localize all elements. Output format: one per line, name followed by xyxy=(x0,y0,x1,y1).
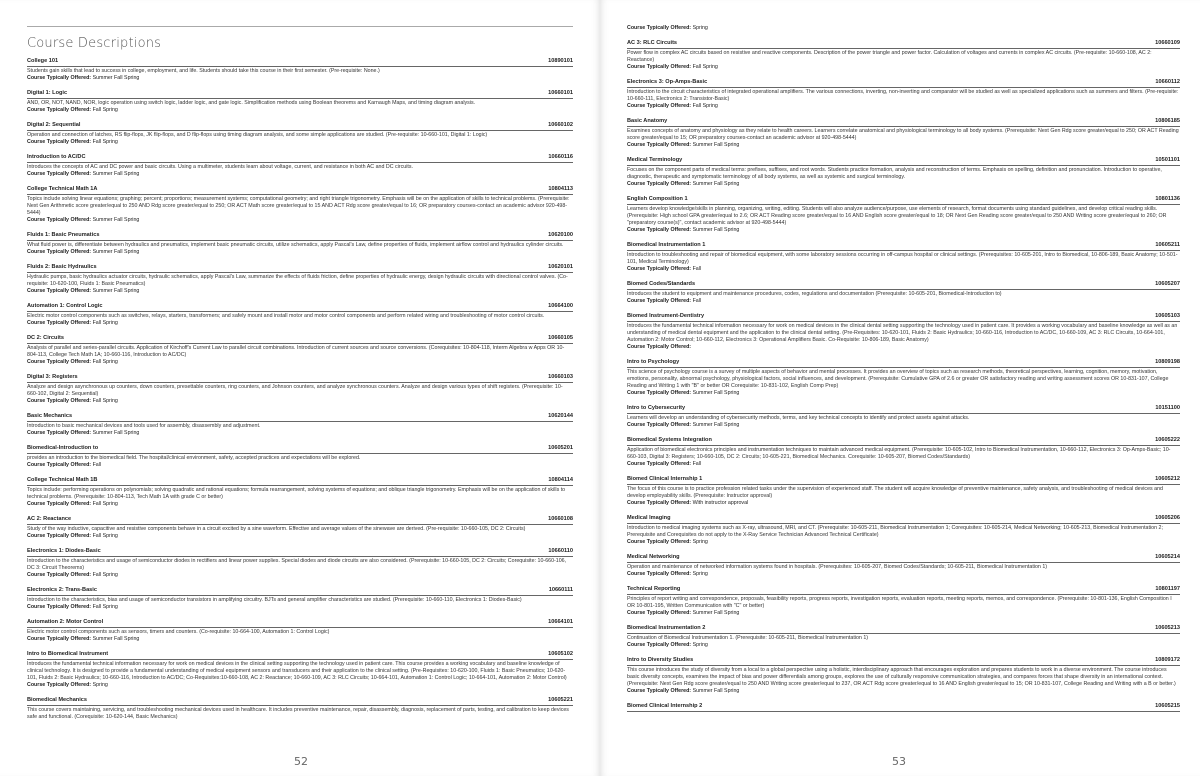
offered-value: Summer Fall Spring xyxy=(692,609,740,616)
offered-label: Course Typically Offered: xyxy=(627,538,692,545)
course-description: Power flow in complex AC circuits based on resistive and reactive components. Description of the power triangle and power factor. Calculation of voltages and currents in complex AC circuits. (Pre-requisite: 10-660-108, AC 2: Reactance) xyxy=(627,49,1152,63)
course-code: 10660112 xyxy=(1155,79,1180,85)
course-header xyxy=(27,651,573,660)
course-offered xyxy=(627,227,1180,234)
offered-value: Spring xyxy=(692,641,708,648)
course-entry xyxy=(627,40,1180,71)
course-offered xyxy=(27,359,573,366)
course-code: 10151100 xyxy=(1155,405,1180,411)
course-title: Basic Anatomy xyxy=(627,118,668,124)
course-code: 10660103 xyxy=(548,374,573,380)
course-header xyxy=(27,186,573,195)
course-description: Learners will develop an understanding of cybersecurity methods, terms, and key technical concepts to identify and protect assets against attacks. xyxy=(627,414,970,421)
course-entry xyxy=(27,186,573,224)
offered-value: Fall Spring xyxy=(92,138,118,145)
course-title: College Technical Math 1B xyxy=(27,477,98,483)
course-header xyxy=(27,154,573,163)
offered-label: Course Typically Offered: xyxy=(627,180,692,187)
offered-label: Course Typically Offered: xyxy=(27,397,92,404)
course-entry xyxy=(27,548,573,579)
offered-label: Course Typically Offered: xyxy=(627,63,692,70)
course-description: This course introduces the study of diversity from a local to a global perspective using a holistic, interdisciplinary approach that encourages exploration and prepares students to work in a diverse environment. The course introduces basic diversity concepts, examines the impact of bias and power differentials among groups, explores the use of culturally responsive communication strategies, and compares forces that shape diversity in an international context. (Prerequisite: Next Gen Rdg score greater/equal to 250 AND Writing score greater/equal to 237, OR ACT Rdg score greater/equal to 16 AND English greater/equal to 15; OR 10-831-107, College Reading and Writing with a B or better.) xyxy=(627,666,1176,687)
course-header xyxy=(27,548,573,557)
course-code: 10605215 xyxy=(1155,703,1180,709)
course-entry xyxy=(627,405,1180,429)
course-description: Introduction to the characteristics and usage of semiconductor diodes in rectifiers and linear power supplies. Special diodes and diode circuits are also considered. (Prerequisite: 10-660-105, DC 2: Circuits; Corequisite: 10-660-106, DC 3: Circuit Theorems) xyxy=(27,557,567,571)
course-description: AND, OR, NOT, NAND, NOR, logic operation using switch logic, ladder logic, and gate logic. Simplification methods using Boolean theorems and Karnaugh Maps, and timing diagram analysis. xyxy=(27,99,476,106)
offered-label: Course Typically Offered: xyxy=(627,343,692,350)
course-code: 10890101 xyxy=(548,58,573,64)
course-code: 10660110 xyxy=(548,548,573,554)
offered-label: Course Typically Offered: xyxy=(27,170,92,177)
course-title: Biomed Clinical Internship 2 xyxy=(627,703,703,709)
course-description: Introduces the student to equipment and maintenance procedures, codes, regulations and documentation (Prerequisite: 10-605-201, Biomedical-Introduction to) xyxy=(627,290,1002,297)
course-entry xyxy=(27,122,573,146)
course-code: 10664100 xyxy=(548,303,573,309)
course-offered xyxy=(627,539,1180,546)
offered-label: Course Typically Offered: xyxy=(27,106,92,113)
course-header xyxy=(27,619,573,628)
course-description: Electric motor control components such as switches, relays, starters, transformers; and safely mount and install motor and motor control components and perform related wiring and troubleshooting of motor control circuits. xyxy=(27,312,545,319)
course-offered xyxy=(627,344,1180,351)
course-offered xyxy=(627,64,1180,71)
course-description: Study of the way inductive, capacitive and resistive components behave in a circuit excited by a sine waveform. Effective and average values of the sinewave are derived. (Pre-requisite: 10-660-105, DC 2: Circuits) xyxy=(27,525,526,532)
offered-label: Course Typically Offered: xyxy=(27,138,92,145)
offered-label: Course Typically Offered: xyxy=(627,297,692,304)
course-title: Biomedical Instrumentation 2 xyxy=(627,625,706,631)
offered-value: Summer Fall Spring xyxy=(92,287,140,294)
course-code: 10660101 xyxy=(548,90,573,96)
course-description: Introduction to troubleshooting and repair of biomedical equipment, with some laboratory sessions occurring in off-campus hospital or clinical settings. (Prerequisites: 10-605-201, Intro to Biomedical, 10-806-189, Basic Anatomy; 10-501-101, Medical Terminology) xyxy=(627,251,1178,265)
course-entry xyxy=(27,651,573,689)
course-code: 10605214 xyxy=(1155,554,1180,560)
course-entry xyxy=(627,196,1180,234)
page-heading: Course Descriptions xyxy=(27,36,162,51)
right-page xyxy=(600,0,1200,776)
course-header xyxy=(27,413,573,422)
course-offered xyxy=(27,139,573,146)
offered-label: Course Typically Offered: xyxy=(627,141,692,148)
course-entry xyxy=(627,703,1180,712)
offered-label: Course Typically Offered: xyxy=(627,389,692,396)
course-entry xyxy=(627,625,1180,649)
course-header xyxy=(627,586,1180,595)
course-header xyxy=(627,196,1180,205)
course-description: What fluid power is, differentiate between hydraulics and pneumatics, implement basic pneumatic circuits, utilize schematics, apply Pascal's Law, define properties of fluids, implement airflow control and hydraulics cylinder circuits. xyxy=(27,241,564,248)
course-description: Introduces the concepts of AC and DC power and basic circuits. Using a multimeter, students learn about voltage, current, and resistance in both AC and DC circuits. xyxy=(27,163,413,170)
offered-value: Spring xyxy=(692,25,708,31)
course-description: Introduction to the characteristics, bias and usage of semiconductor transistors in amplifying circuitry. BJTs and general amplifier characteristics are studied. (Prerequisite: 10-660-110, Electronics 1: Diodes-Basic) xyxy=(27,596,522,603)
course-offered xyxy=(27,75,573,82)
offered-value: Fall Spring xyxy=(92,106,118,113)
offered-value: Summer Fall Spring xyxy=(92,635,140,642)
course-description: Focuses on the component parts of medical terms: prefixes, suffixes, and root words. Students practice formation, analysis and reconstruction of terms. Emphasis on spelling, definition and pronunciation. Introduction to operative, diagnostic, therapeutic and symptomatic terminology of all body systems, as well as systemic and surgical terminology. xyxy=(627,166,1162,180)
course-offered xyxy=(27,288,573,295)
course-title: Medical Terminology xyxy=(627,157,683,163)
course-header xyxy=(27,445,573,454)
course-entry xyxy=(27,587,573,611)
course-offered xyxy=(627,266,1180,273)
course-header xyxy=(27,122,573,131)
offered-value: Summer Fall Spring xyxy=(692,687,740,694)
offered-label: Course Typically Offered: xyxy=(627,25,692,31)
course-description: Principles of report writing and correspondence, proposals, feasibility reports, progress reports, investigation reports, evaluation reports, meeting reports, memos, and correspondence. (Prerequisite: 10-801-136, English Composition I OR 10-801-195, Written Communication with "C" or better) xyxy=(627,595,1172,609)
course-entry xyxy=(27,232,573,256)
course-offered xyxy=(27,217,573,224)
course-header xyxy=(627,118,1180,127)
course-title: Automation 2: Motor Control xyxy=(27,619,104,625)
course-code: 10605103 xyxy=(1155,313,1180,319)
offered-value: Summer Fall Spring xyxy=(692,180,740,187)
offered-value: Fall Spring xyxy=(92,500,118,507)
course-offered xyxy=(627,142,1180,149)
course-offered xyxy=(27,430,573,437)
course-description: Examines concepts of anatomy and physiology as they relate to health careers. Learners correlate anatomical and physiological terminology to all body systems. (Prerequisite: Next Gen Rdg score greater/equal to 250; OR ACT Reading score greater/equal to 15; OR preparatory courses-contact an academic advisor at 920-498-5444) xyxy=(627,127,1179,141)
course-header xyxy=(627,437,1180,446)
course-entry xyxy=(627,437,1180,468)
offered-label: Course Typically Offered: xyxy=(627,609,692,616)
course-entry xyxy=(27,154,573,178)
course-code: 10605222 xyxy=(1155,437,1180,443)
course-header xyxy=(627,313,1180,322)
course-title: Fluids 1: Basic Pneumatics xyxy=(27,232,100,238)
offered-value: Fall Spring xyxy=(92,532,118,539)
course-offered xyxy=(627,688,1180,695)
course-description: The focus of this course is to practice profession related tasks under the supervision of experienced staff. The student will acquire knowledge of preventive maintenance, safety analysis, and troubleshooting of medical devices and develop employability skills. (Prerequisite: Instructor approval) xyxy=(627,485,1163,499)
course-code: 10801197 xyxy=(1155,586,1180,592)
course-header xyxy=(627,405,1180,414)
course-code: 10620101 xyxy=(548,264,573,270)
offered-value: Summer Fall Spring xyxy=(692,389,740,396)
course-code: 10664101 xyxy=(548,619,573,625)
course-offered xyxy=(27,171,573,178)
course-title: College 101 xyxy=(27,58,59,64)
page-number-right: 53 xyxy=(892,755,906,768)
course-header xyxy=(627,657,1180,666)
course-offered xyxy=(27,107,573,114)
course-offered xyxy=(27,249,573,256)
course-title: Intro to Diversity Studies xyxy=(627,657,694,663)
course-code: 10605211 xyxy=(1155,242,1180,248)
course-entry xyxy=(27,697,573,721)
course-code: 10605207 xyxy=(1155,281,1180,287)
course-offered xyxy=(27,533,573,540)
course-code: 10801136 xyxy=(1155,196,1180,202)
offered-label: Course Typically Offered: xyxy=(27,532,92,539)
offered-label: Course Typically Offered: xyxy=(627,641,692,648)
course-code: 10501101 xyxy=(1155,157,1180,163)
course-description: Operation and maintenance of networked information systems found in hospitals. (Prerequisites: 10-605-207, Biomed Codes/Standards; 10-605-211, Biomedical Instrumentation 1) xyxy=(627,563,1048,570)
course-description: Application of biomedical electronics principles and instrumentation techniques to maintain advanced medical equipment. (Prerequisite: 10-605-102, Intro to Biomedical Instrumentation, 10-660-112, Electronics 3: Op-Amps-Basic; 10-660-103, Digital 3: Registers; 10-660-105, DC 2: Circuits; 10-605-221, Biomedical Mechanics. Corequisite: 10-605-207, Biomed Codes/Standards) xyxy=(627,446,1171,460)
offered-label: Course Typically Offered: xyxy=(27,461,92,468)
course-entry xyxy=(627,157,1180,188)
course-code: 10660116 xyxy=(548,154,573,160)
course-description: Introduction to medical imaging systems such as X-ray, ultrasound, MRI, and CT. (Prerequisite: 10-605-211, Biomedical Instrumentation 1; Corequisites: 10-605-214, Medical Networking; 10-605-213, Biomedical Instrumentation 2; Prerequisite and Corequisites do not apply to the X-Ray Service Technician Advanced Technical Certificate) xyxy=(627,524,1163,538)
course-description: Continuation of Biomedical Instrumentation 1. (Prerequisite: 10-605-211, Biomedical Instrumentation 1) xyxy=(627,634,869,641)
course-header xyxy=(627,703,1180,712)
course-offered xyxy=(627,298,1180,305)
offered-label: Course Typically Offered: xyxy=(27,216,92,223)
offered-label: Course Typically Offered: xyxy=(627,460,692,467)
offered-value: Summer Fall Spring xyxy=(692,141,740,148)
continued-offered xyxy=(627,25,1180,32)
course-entry xyxy=(627,242,1180,273)
course-offered xyxy=(627,571,1180,578)
course-code: 10660108 xyxy=(548,516,573,522)
course-description: Introduction to basic mechanical devices and tools used for assembly, disassembly and adjustment. xyxy=(27,422,261,429)
offered-value: Summer Fall Spring xyxy=(692,226,740,233)
offered-label: Course Typically Offered: xyxy=(27,358,92,365)
course-header xyxy=(627,476,1180,485)
course-offered xyxy=(627,642,1180,649)
course-description: Introduction to the circuit characteristics of integrated operational amplifiers. The various connections, inverting, non-inverting and comparator will be studied as well as specialized applications such as summers and filters. (Pre-requisite: 10-660-111, Electronics 2: Transistor-Basic) xyxy=(627,88,1179,102)
course-header xyxy=(27,516,573,525)
course-header xyxy=(627,625,1180,634)
course-code: 10804114 xyxy=(548,477,573,483)
course-description: Operation and connection of latches, RS flip-flops, JK flip-flops, and D flip-flops using timing diagram analysis, and some simple applications are studied. (Pre-requisite: 10-660-101, Digital 1: Logic) xyxy=(27,131,488,138)
course-description: Analysis of parallel and series-parallel circuits. Application of Kirchoff's Current Law to parallel circuit combinations. Introduction of current sources and source conversions. (Corequisites: 10-804-118, Interm Algebra w Apps OR 10-804-113, College Tech Math 1A; 10-660-116, Introduction to AC/DC) xyxy=(27,344,565,358)
course-title: Biomed Instrument-Dentistry xyxy=(627,313,705,319)
course-offered xyxy=(27,398,573,405)
offered-label: Course Typically Offered: xyxy=(627,102,692,109)
course-entry xyxy=(27,90,573,114)
course-header xyxy=(627,157,1180,166)
course-header xyxy=(627,40,1180,49)
course-title: Digital 2: Sequential xyxy=(27,122,81,128)
course-title: Technical Reporting xyxy=(627,586,681,592)
course-entry xyxy=(27,619,573,643)
course-description: Topics include: performing operations on polynomials; solving quadratic and rational equations; formula rearrangement, solving systems of equations; and oblique triangle trigonometry. Emphasis will be on the application of skills to technical problems. (Prerequisite: 10-804-113, Tech Math 1A with grade C or better) xyxy=(27,486,566,500)
course-code: 10660105 xyxy=(548,335,573,341)
course-offered xyxy=(27,501,573,508)
course-code: 10660111 xyxy=(548,587,573,593)
course-entry xyxy=(27,303,573,327)
course-title: Introduction to AC/DC xyxy=(27,154,86,160)
course-entry xyxy=(627,476,1180,507)
offered-value: With instructor approval xyxy=(692,499,749,506)
offered-label: Course Typically Offered: xyxy=(27,571,92,578)
course-description: Topics include solving linear equations; graphing; percent; proportions; measurement systems; computational geometry; and right triangle trigonometry. Emphasis will be on the application of skills to technical problems. (Prerequisite: Next Gen Arithmetic score greater/equal to 250 AND Rdg score greater/equal to 250; OR ACT Math score greater/equal to 15 AND ACT Rdg score greater/equal to 16; OR preparatory courses-contact an academic advisor 920-498-5444) xyxy=(27,195,570,216)
course-entry xyxy=(627,79,1180,110)
course-offered xyxy=(627,610,1180,617)
offered-value: Fall Spring xyxy=(692,102,718,109)
course-description: Hydraulic pumps, basic hydraulics actuator circuits, hydraulic schematics, apply Pascal's Law, summarize the effects of fluids friction, define properties of hydraulic energy, design hydraulic circuits with directional control valves. (Co-requisite: 10-620-100, Fluids 1: Basic Pneumatics) xyxy=(27,273,568,287)
course-offered xyxy=(627,500,1180,507)
offered-label: Course Typically Offered: xyxy=(27,603,92,610)
course-code: 10605102 xyxy=(548,651,573,657)
course-title: Biomed Codes/Standards xyxy=(627,281,696,287)
header-rule xyxy=(27,26,573,27)
course-description: Introduces the fundamental technical information necessary for work on medical devices in the clinical setting supporting the technology used in patient care. This course provides a working vocabulary and baseline knowledge of clinical technology. It is designed to provide a fundamental understanding of medical equipment sensors and transducers and their application to the clinical setting. (Pre-Requisites: 10-620-100, Fluids 1: Basic Pneumatics; 10-620-101, Fluids 2: Basic Hydraulics; 10-660-116, Introduction to AC/DC; Co-Requisites:10-660-108, AC 2: Reactance; 10-660-109, AC 3: RLC Circuits; 10-664-101, Automation 1: Control Logic; 10-664-101, Automation 2: Motor Control) xyxy=(27,660,567,681)
course-offered xyxy=(27,636,573,643)
course-header xyxy=(627,79,1180,88)
course-offered xyxy=(27,572,573,579)
offered-value: Summer Fall Spring xyxy=(92,170,140,177)
course-code: 10809198 xyxy=(1155,359,1180,365)
course-description: Introduces the fundamental technical information necessary for work on medical devices in the clinical dental setting supporting the technology used in patient care. It provides a working vocabulary and baseline knowledge as well as an understanding of medical dental equipment and the application to the clinical dental setting. (Pre-Requisites: 10-620-101, Fluids 2: Basic Hydraulics; 10-660-116, Introduction to AC/DC, 10-660-109, AC 3: RLC Circuits, 10-664-101, Automation 2: Motor Control; 10-660-112, Electronics 3: Operational Amplifiers Basic. Co-Requisite: 10-806-189, Basic Anatomy) xyxy=(627,322,1178,343)
course-header xyxy=(27,58,573,67)
course-title: College Technical Math 1A xyxy=(27,186,98,192)
course-title: Biomedical Systems Integration xyxy=(627,437,712,443)
course-code: 10605201 xyxy=(548,445,573,451)
course-entry xyxy=(627,515,1180,546)
course-title: Electronics 1: Diodes-Basic xyxy=(27,548,101,554)
offered-value: Fall xyxy=(692,265,702,272)
course-header xyxy=(627,281,1180,290)
course-header xyxy=(27,374,573,383)
offered-value: Fall xyxy=(92,461,102,468)
course-code: 10804113 xyxy=(548,186,573,192)
course-header xyxy=(27,90,573,99)
offered-value: Fall Spring xyxy=(92,358,118,365)
offered-label: Course Typically Offered: xyxy=(27,287,92,294)
course-code: 10660102 xyxy=(548,122,573,128)
course-title: Fluids 2: Basic Hydraulics xyxy=(27,264,97,270)
course-header xyxy=(27,264,573,273)
course-header xyxy=(627,242,1180,251)
offered-value: Spring xyxy=(92,681,108,688)
course-code: 10605221 xyxy=(548,697,573,703)
offered-value: Spring xyxy=(692,538,708,545)
course-code: 10605212 xyxy=(1155,476,1180,482)
course-title: Digital 1: Logic xyxy=(27,90,68,96)
offered-label: Course Typically Offered: xyxy=(27,319,92,326)
course-header xyxy=(27,335,573,344)
course-title: English Composition 1 xyxy=(627,196,688,202)
course-header xyxy=(627,359,1180,368)
course-title: Electronics 2: Trans-Basic xyxy=(27,587,97,593)
course-description: This science of psychology course is a survey of multiple aspects of behavior and mental processes. It provides an overview of topics such as research methods, theoretical perspectives, learning, cognition, memory, motivation, emotions, personality, abnormal psychology, physiological factors, social influences, and development. (Prerequisite: Cumulative GPA of 2.6 or greater OR satisfactory reading and writing assessment scores OR 10-831-107, College Reading and Writing 1 with "B" or better OR Corequisite: 10-831-102, English Comp Prep) xyxy=(627,368,1169,389)
course-code: 10605206 xyxy=(1155,515,1180,521)
course-header xyxy=(27,232,573,241)
page-number-left: 52 xyxy=(294,755,308,768)
course-description: provides an introduction to the biomedical field. The hospital/clinical environment, safety, accepted practices and expectations will be explored. xyxy=(27,454,361,461)
offered-label: Course Typically Offered: xyxy=(27,429,92,436)
course-description: This course covers maintaining, servicing, and troubleshooting mechanical devices used in healthcare. It includes preventive maintenance, repair, disassembly, diagnosis, replacement of parts, testing, and calibration to keep devices safe and functional. (Corequisite: 10-620-144, Basic Mechanics) xyxy=(27,706,569,720)
offered-label: Course Typically Offered: xyxy=(27,635,92,642)
offered-value: Summer Fall Spring xyxy=(692,421,740,428)
course-entry xyxy=(627,313,1180,351)
course-code: 10620100 xyxy=(548,232,573,238)
course-offered xyxy=(627,422,1180,429)
offered-label: Course Typically Offered: xyxy=(627,421,692,428)
offered-label: Course Typically Offered: xyxy=(27,500,92,507)
course-entry xyxy=(627,118,1180,149)
course-title: Medical Networking xyxy=(627,554,680,560)
course-code: 10806185 xyxy=(1155,118,1180,124)
offered-value: Fall Spring xyxy=(92,571,118,578)
offered-value: Fall Spring xyxy=(692,63,718,70)
course-title: Biomedical Instrumentation 1 xyxy=(627,242,706,248)
course-description: Students gain skills that lead to success in college, employment, and life. Students should take this course in their first semester. (Pre-requisite: None.) xyxy=(27,67,380,74)
course-entry xyxy=(627,359,1180,397)
course-code: 10809172 xyxy=(1155,657,1180,663)
course-title: Intro to Psychology xyxy=(627,359,680,365)
course-title: Biomed Clinical Internship 1 xyxy=(627,476,703,482)
offered-value: Fall Spring xyxy=(92,319,118,326)
course-code: 10660109 xyxy=(1155,40,1180,46)
course-header xyxy=(27,587,573,596)
offered-value: Summer Fall Spring xyxy=(92,248,140,255)
offered-label: Course Typically Offered: xyxy=(627,687,692,694)
offered-label: Course Typically Offered: xyxy=(627,499,692,506)
offered-label: Course Typically Offered: xyxy=(627,265,692,272)
course-title: AC 3: RLC Circuits xyxy=(627,40,678,46)
course-offered xyxy=(27,320,573,327)
course-title: AC 2: Reactance xyxy=(27,516,72,522)
course-offered xyxy=(27,604,573,611)
course-entry xyxy=(627,554,1180,578)
offered-label: Course Typically Offered: xyxy=(27,681,92,688)
course-title: DC 2: Circuits xyxy=(27,335,64,341)
offered-value: Summer Fall Spring xyxy=(92,216,140,223)
course-title: Intro to Cybersecurity xyxy=(627,405,686,411)
course-entry xyxy=(27,374,573,405)
course-title: Medical Imaging xyxy=(627,515,671,521)
course-offered xyxy=(27,462,573,469)
offered-value: Fall Spring xyxy=(92,397,118,404)
offered-value: Fall Spring xyxy=(92,603,118,610)
course-title: Intro to Biomedical Instrument xyxy=(27,651,109,657)
course-description: Electric motor control components such as sensors, timers and counters. (Co-requisite: 10-664-100, Automation 1: Control Logic) xyxy=(27,628,330,635)
course-list-left xyxy=(27,58,573,721)
course-offered xyxy=(627,461,1180,468)
offered-label: Course Typically Offered: xyxy=(27,74,92,81)
course-title: Biomedical Mechanics xyxy=(27,697,87,703)
course-header xyxy=(27,477,573,486)
course-header xyxy=(627,554,1180,563)
offered-label: Course Typically Offered: xyxy=(27,248,92,255)
course-code: 10605213 xyxy=(1155,625,1180,631)
course-offered xyxy=(627,390,1180,397)
course-offered xyxy=(27,682,573,689)
course-entry xyxy=(27,516,573,540)
course-description: Learners develop knowledge/skills in planning, organizing, writing, editing. Students will also analyze audience/purpose, use elements of research, format documents using standard guidelines, and develop critical reading skills. (Prerequisite: High school GPA greater/equal to 2.6; OR ACT Reading score greater/equal to 16 AND English score greater/equal to 18; OR Next Gen Reading score greater/equal to 250 AND Writing score greater/equal to 260; OR "preparatory course(s)", contact academic advisor at 920-498-5444) xyxy=(627,205,1167,226)
course-entry xyxy=(27,58,573,82)
offered-value: Summer Fall Spring xyxy=(92,429,140,436)
course-entry xyxy=(27,445,573,469)
course-entry xyxy=(27,264,573,295)
offered-value: Summer Fall Spring xyxy=(92,74,140,81)
offered-label: Course Typically Offered: xyxy=(627,226,692,233)
course-title: Automation 1: Control Logic xyxy=(27,303,103,309)
course-description: Analyze and design asynchronous up counters, down counters, presettable counters, ring counters, and Johnson counters, and analyze synchronous counters. Analyze and design various types of shift registers. (Prerequisite: 10-660-102, Digital 2: Sequential) xyxy=(27,383,563,397)
course-entry xyxy=(627,586,1180,617)
course-entry xyxy=(627,281,1180,305)
course-entry xyxy=(27,413,573,437)
course-title: Electronics 3: Op-Amps-Basic xyxy=(627,79,708,85)
course-title: Digital 3: Registers xyxy=(27,374,78,380)
course-title: Basic Mechanics xyxy=(27,413,73,419)
course-title: Biomedical-Introduction to xyxy=(27,445,99,451)
course-header xyxy=(627,515,1180,524)
course-offered xyxy=(627,181,1180,188)
course-entry xyxy=(27,477,573,508)
course-entry xyxy=(27,335,573,366)
course-offered xyxy=(627,103,1180,110)
offered-value: Fall xyxy=(692,460,702,467)
offered-label: Course Typically Offered: xyxy=(627,570,692,577)
course-list-right xyxy=(627,40,1180,712)
offered-value: Spring xyxy=(692,570,708,577)
course-entry xyxy=(627,657,1180,695)
course-header xyxy=(27,697,573,706)
course-header xyxy=(27,303,573,312)
offered-value: Fall xyxy=(692,297,702,304)
course-code: 10620144 xyxy=(548,413,573,419)
